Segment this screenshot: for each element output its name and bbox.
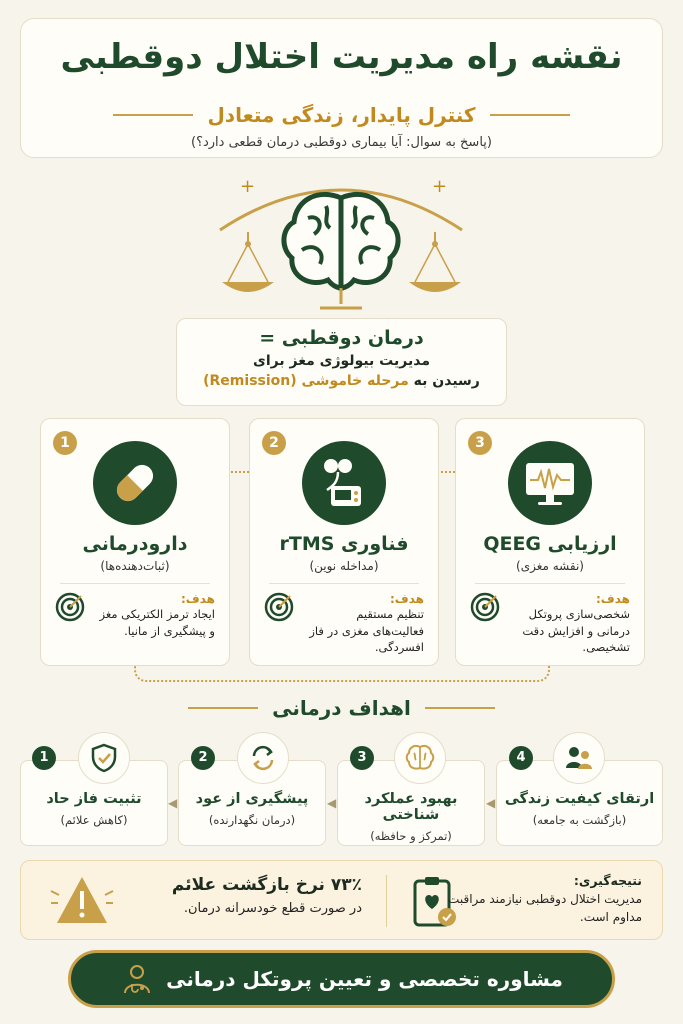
card-goal [456, 584, 644, 656]
warning-icon [49, 871, 115, 931]
pill-icon [93, 441, 177, 525]
card-goal [250, 584, 438, 656]
definition-prefix: رسیدن به [408, 373, 480, 389]
card-number-badge: 2 [262, 431, 286, 455]
definition-line [177, 373, 506, 389]
header-card [20, 18, 663, 158]
goal-label: هدف: [181, 592, 215, 606]
divider-line [425, 707, 495, 709]
goal-text: ایجاد ترمز الکتریکی مغز و پیشگیری از مانیا. [99, 607, 215, 638]
stat-headline: ۷۳٪ نرخ بازگشت علائم [171, 875, 362, 895]
goal-title: بهبود عملکرد شناختی [364, 791, 458, 823]
rtms-device-icon [302, 441, 386, 525]
divider-line [113, 114, 193, 116]
conclusion-text: مدیریت اختلال دوقطبی نیازمند مراقبت مداوم است. [448, 892, 642, 924]
arrow-icon: ◀ [486, 796, 496, 810]
consultation-button[interactable] [68, 950, 615, 1008]
conclusion-label: نتیجه‌گیری: [573, 873, 642, 888]
divider-line [188, 707, 258, 709]
shield-check-icon [78, 732, 130, 784]
goal-number-badge: 4 [509, 746, 533, 770]
goal-subtitle: (کاهش علائم) [60, 813, 128, 827]
target-icon [264, 592, 294, 622]
goal-subtitle: (درمان نگهدارنده) [208, 813, 296, 827]
card-number-badge: 3 [468, 431, 492, 455]
remission-highlight: مرحله خاموشی (Remission) [203, 373, 409, 389]
relapse-stat [172, 875, 362, 916]
card-goal [41, 584, 229, 639]
goal-number-badge: 2 [191, 746, 215, 770]
conclusion [442, 873, 642, 926]
page-subtitle: کنترل پایدار، زندگی متعادل [207, 103, 476, 127]
subtitle-row [21, 103, 662, 127]
card-qeeg [455, 418, 645, 666]
card-title: دارودرمانی [82, 533, 188, 555]
header-note: (پاسخ به سوال: آیا بیماری دوقطبی درمان قطعی دارد؟) [191, 135, 492, 150]
definition-card [176, 318, 507, 406]
definition-line: مدیریت بیولوژی مغز برای [253, 353, 430, 369]
arrow-icon: ◀ [168, 796, 178, 810]
consultation-button-label: مشاوره تخصصی و تعیین پروتکل درمانی [166, 967, 563, 991]
goals-title: اهداف درمانی [272, 696, 411, 720]
page-title: نقشه راه مدیریت اختلال دوقطبی [60, 37, 623, 77]
stat-detail: در صورت قطع خودسرانه درمان. [183, 901, 362, 916]
card-title: فناوری rTMS [279, 533, 409, 555]
goal-subtitle: (تمرکز و حافظه) [370, 829, 452, 843]
brain-scale-icon [200, 170, 483, 315]
target-icon [55, 592, 85, 622]
card-subtitle: (نقشه مغزی) [516, 559, 584, 573]
card-subtitle: (ثبات‌دهنده‌ها) [100, 559, 170, 573]
goal-label: هدف: [390, 592, 424, 606]
card-subtitle: (مداخله نوین) [309, 559, 379, 573]
card-rtms [249, 418, 439, 666]
doctor-icon [120, 962, 154, 996]
family-icon [553, 732, 605, 784]
goal-text: تنظیم مستقیم فعالیت‌های مغزی در فاز افسردگی. [309, 607, 424, 655]
goal-title: پیشگیری از عود [195, 791, 309, 807]
refresh-icon [237, 732, 289, 784]
definition-title: درمان دوقطبی = [259, 327, 424, 349]
goals-title-row [0, 696, 683, 720]
goal-title: تثبیت فاز حاد [46, 791, 142, 807]
card-number-badge: 1 [53, 431, 77, 455]
divider-line [490, 114, 570, 116]
goal-number-badge: 1 [32, 746, 56, 770]
card-medication [40, 418, 230, 666]
goal-title: ارتقای کیفیت زندگی [504, 791, 655, 807]
target-icon [470, 592, 500, 622]
sparkle-icon: + [240, 176, 256, 197]
goal-subtitle: (بازگشت به جامعه) [532, 813, 627, 827]
goal-number-badge: 3 [350, 746, 374, 770]
eeg-monitor-icon [508, 441, 592, 525]
info-card [20, 860, 663, 940]
arrow-icon: ◀ [327, 796, 337, 810]
connector-line [134, 664, 550, 682]
sparkle-icon: + [432, 176, 448, 197]
goal-text: شخصی‌سازی پروتکل درمانی و افزایش دقت تشخیصی. [522, 607, 630, 655]
goal-label: هدف: [596, 592, 630, 606]
divider-line [386, 875, 387, 927]
card-title: ارزیابی QEEG [483, 533, 617, 555]
brain-icon [394, 732, 446, 784]
